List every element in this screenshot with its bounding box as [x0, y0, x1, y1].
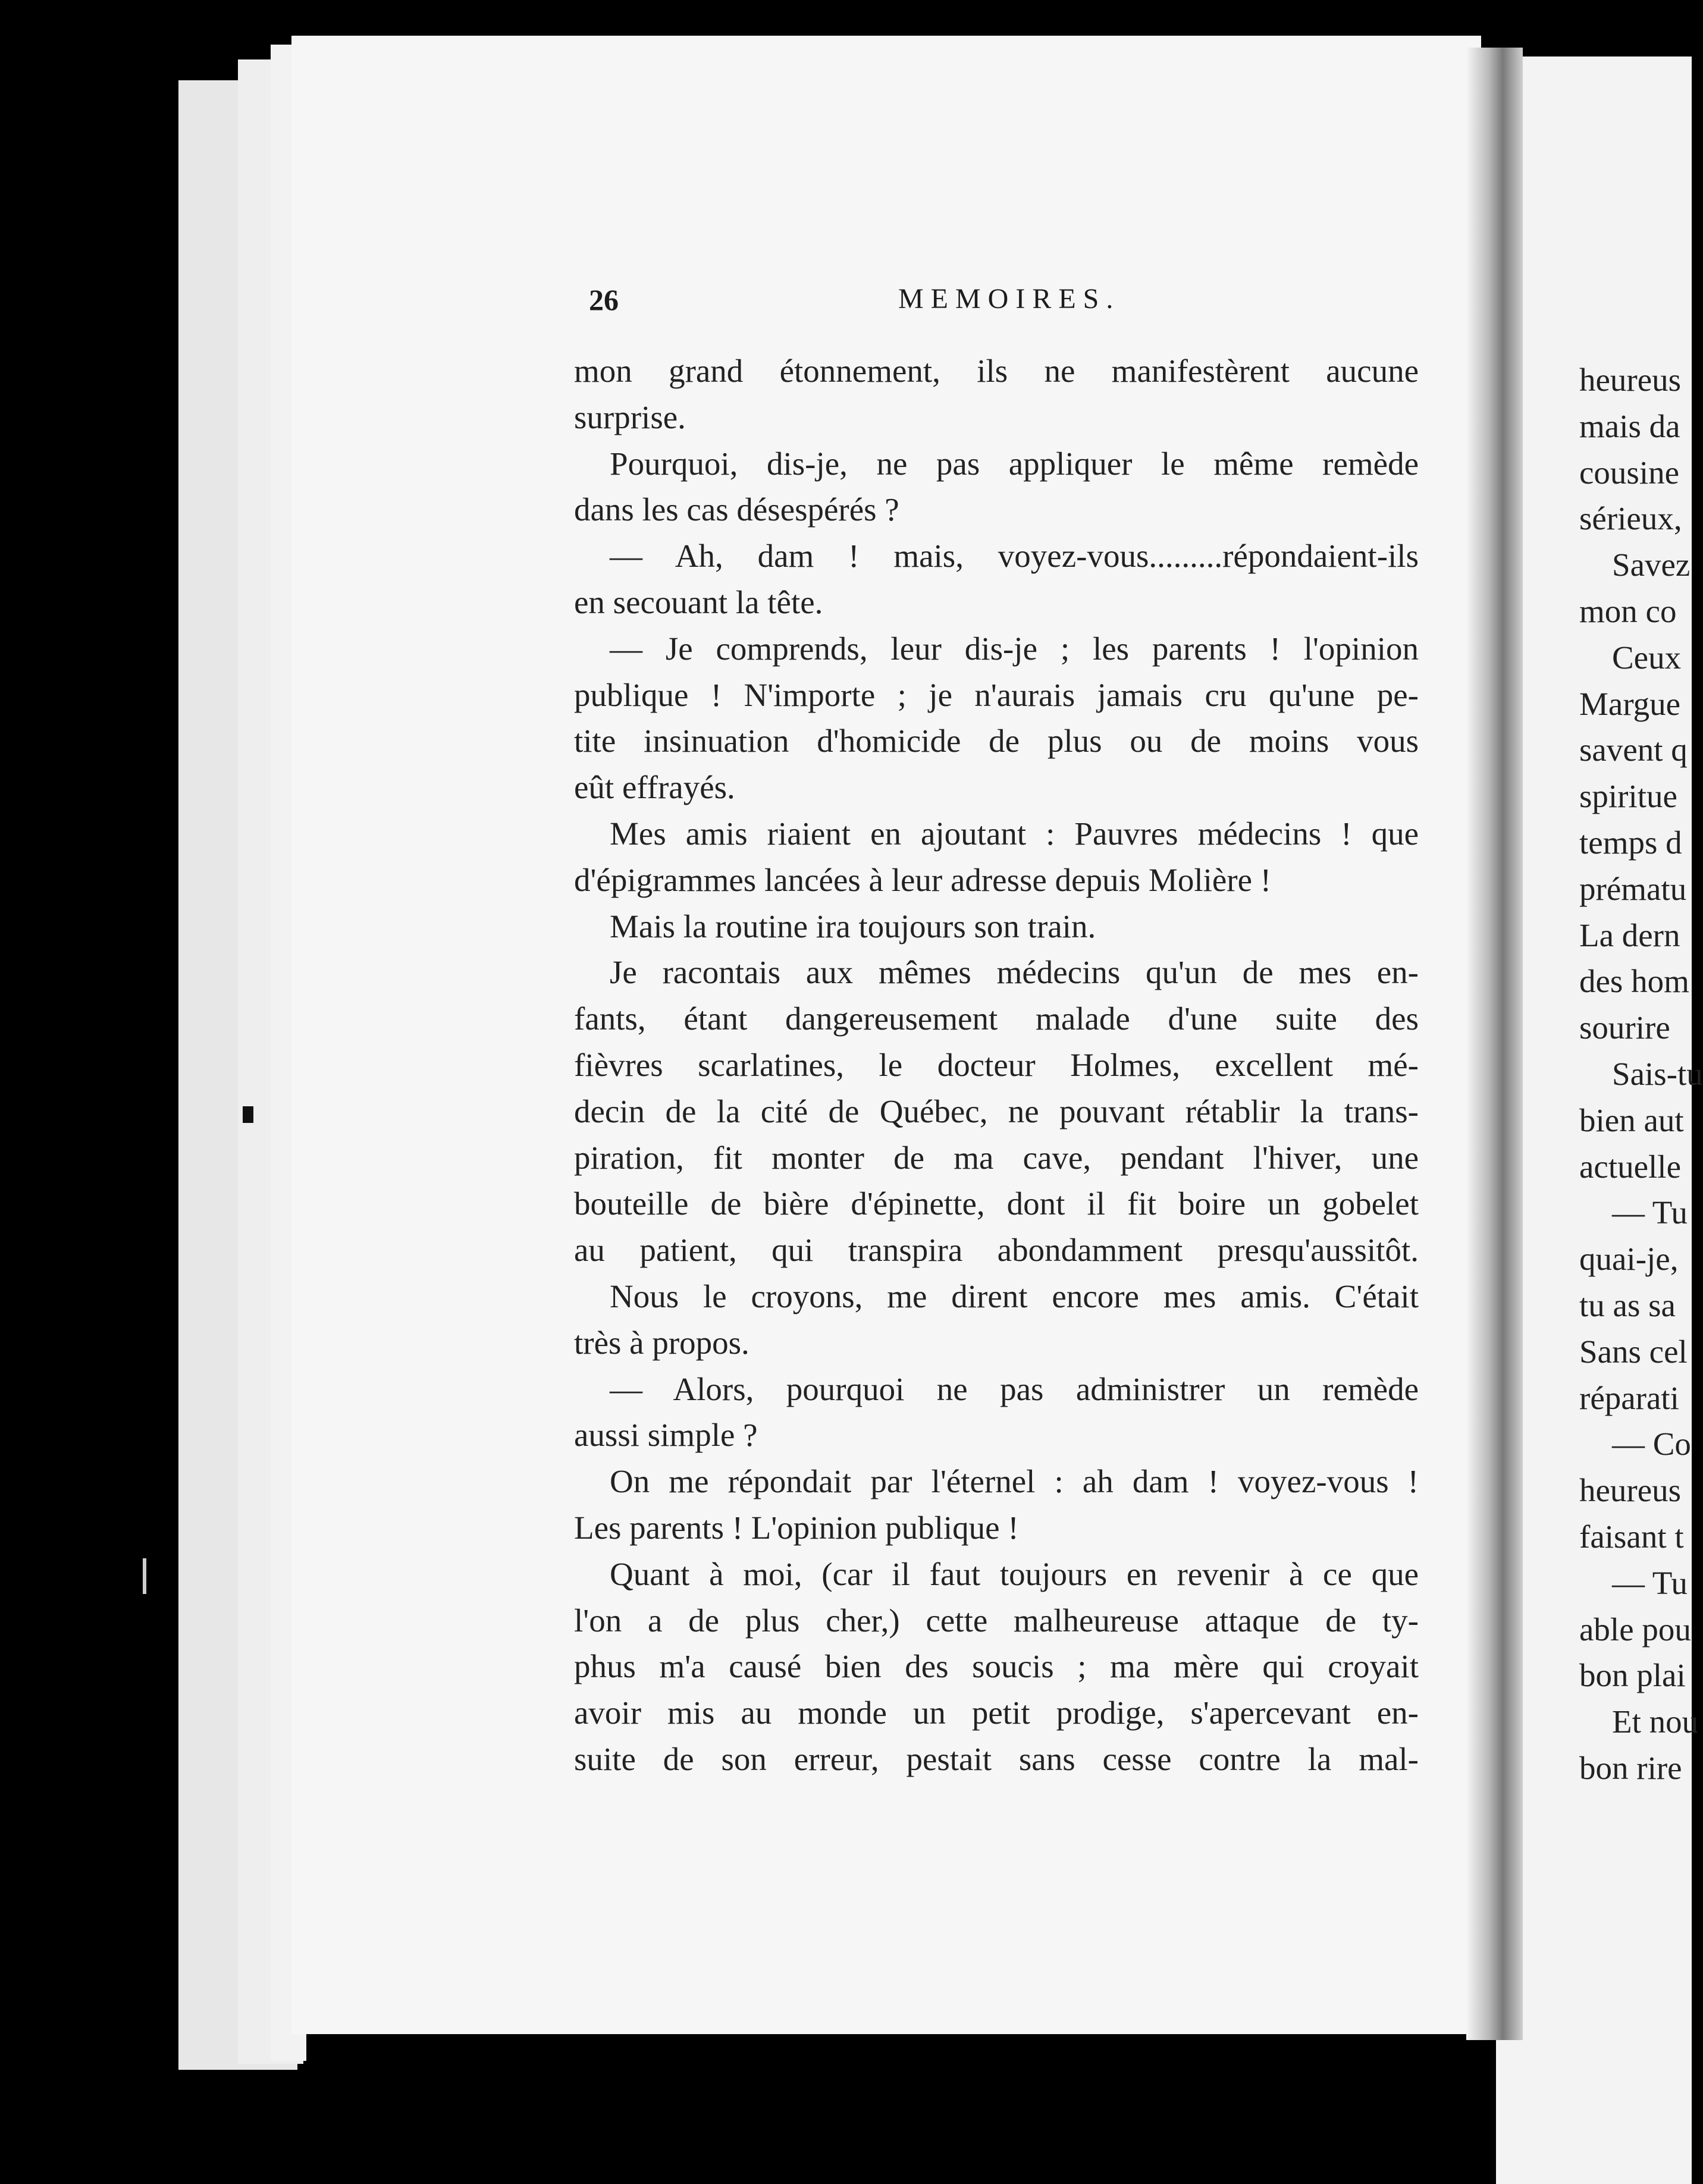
facing-text-line: Sans cel: [1579, 1333, 1688, 1370]
text-line: dans les cas désespérés ?: [574, 491, 899, 528]
text-line: surprise.: [574, 398, 686, 435]
facing-text-line: bon rire: [1579, 1749, 1682, 1786]
facing-text-line: réparati: [1579, 1379, 1679, 1416]
text-line: Pourquoi, dis-je, ne pas appliquer le même remède: [610, 445, 1419, 482]
page-body-text: [574, 348, 1419, 1783]
text-line: mon grand étonnement, ils ne manifestèrent aucune: [574, 353, 1419, 389]
facing-text-line: mais da: [1579, 407, 1680, 444]
facing-text-line: sourire: [1579, 1009, 1670, 1046]
facing-text-line: faisant t: [1579, 1518, 1684, 1555]
scan-mark: [243, 1106, 253, 1123]
facing-text-line: Ceux: [1612, 639, 1682, 676]
facing-text-line: Sais-tu: [1612, 1055, 1703, 1092]
page-header: [589, 283, 1422, 330]
facing-text-line: Margue: [1579, 685, 1681, 722]
page-number: 26: [589, 283, 619, 316]
text-line: publique ! N'importe ; je n'aurais jamais cru qu'une pe-: [574, 676, 1419, 713]
facing-text-line: sérieux,: [1579, 500, 1682, 537]
scan-mark: [143, 1558, 146, 1594]
text-line: Les parents ! L'opinion publique !: [574, 1509, 1019, 1546]
facing-text-line: tu as sa: [1579, 1286, 1676, 1323]
text-line: bouteille de bière d'épinette, dont il fit boire un gobelet: [574, 1185, 1419, 1222]
facing-text-line: savent q: [1579, 732, 1688, 768]
facing-text-line: spiritue: [1579, 778, 1677, 815]
text-line: Nous le croyons, me dirent encore mes amis. C'était: [610, 1278, 1419, 1314]
text-line: en secouant la tête.: [574, 583, 823, 620]
text-line: On me répondait par l'éternel : ah dam ! voyez-vous !: [610, 1463, 1419, 1500]
text-line: au patient, qui transpira abondamment presqu'aussitôt.: [574, 1232, 1419, 1269]
text-line: avoir mis au monde un petit prodige, s'apercevant en-: [574, 1695, 1419, 1731]
facing-text-line: — Tu: [1612, 1194, 1688, 1231]
text-line: suite de son erreur, pestait sans cesse contre la mal-: [574, 1740, 1419, 1777]
text-line: tite insinuation d'homicide de plus ou de moins vous: [574, 723, 1419, 760]
running-title: MEMOIRES.: [898, 283, 1121, 315]
facing-text-line: heureus: [1579, 362, 1682, 398]
text-line: — Ah, dam ! mais, voyez-vous.........répondaient-ils: [610, 538, 1419, 575]
text-line: fants, étant dangereusement malade d'une suite des: [574, 1000, 1419, 1037]
facing-text-line: bien aut: [1579, 1102, 1684, 1138]
facing-text-line: actuelle: [1579, 1148, 1681, 1185]
facing-text-line: quai-je,: [1579, 1241, 1679, 1278]
text-line: l'on a de plus cher,) cette malheureuse attaque de ty-: [574, 1602, 1419, 1639]
text-line: Mais la routine ira toujours son train.: [610, 908, 1096, 944]
text-line: fièvres scarlatines, le docteur Holmes, excellent mé-: [574, 1046, 1419, 1083]
facing-page-text: [1579, 357, 1703, 1791]
text-line: très à propos.: [574, 1324, 749, 1361]
facing-text-line: temps d: [1579, 824, 1682, 861]
text-line: piration, fit monter de ma cave, pendant l'hiver, une: [574, 1139, 1419, 1176]
page-gutter-shadow: [1466, 48, 1523, 2040]
text-line: phus m'a causé bien des soucis ; ma mère qui croyait: [574, 1648, 1419, 1685]
facing-text-line: Et nou: [1612, 1703, 1699, 1740]
text-line: Quant à moi, (car il faut toujours en revenir à ce que: [610, 1555, 1419, 1592]
text-line: Je racontais aux mêmes médecins qu'un de mes en-: [610, 954, 1419, 991]
text-line: decin de la cité de Québec, ne pouvant rétablir la trans-: [574, 1093, 1419, 1129]
text-line: aussi simple ?: [574, 1417, 758, 1454]
facing-text-line: — Tu: [1612, 1564, 1688, 1601]
facing-text-line: prématu: [1579, 870, 1687, 907]
text-line: — Alors, pourquoi ne pas administrer un remède: [610, 1370, 1419, 1407]
facing-text-line: mon co: [1579, 592, 1677, 629]
facing-text-line: des hom: [1579, 963, 1689, 1000]
text-line: — Je comprends, leur dis-je ; les parents ! l'opinion: [610, 630, 1419, 667]
facing-text-line: — Co: [1612, 1426, 1691, 1463]
facing-text-line: Savez: [1612, 547, 1691, 583]
text-line: d'épigrammes lancées à leur adresse depuis Molière !: [574, 861, 1272, 898]
facing-text-line: heureus: [1579, 1472, 1682, 1509]
text-line: eût effrayés.: [574, 769, 735, 806]
text-line: Mes amis riaient en ajoutant : Pauvres médecins ! que: [610, 815, 1419, 852]
facing-text-line: able pou: [1579, 1611, 1691, 1648]
facing-text-line: bon plai: [1579, 1657, 1686, 1694]
facing-text-line: La dern: [1579, 917, 1680, 953]
facing-text-line: cousine: [1579, 454, 1680, 491]
